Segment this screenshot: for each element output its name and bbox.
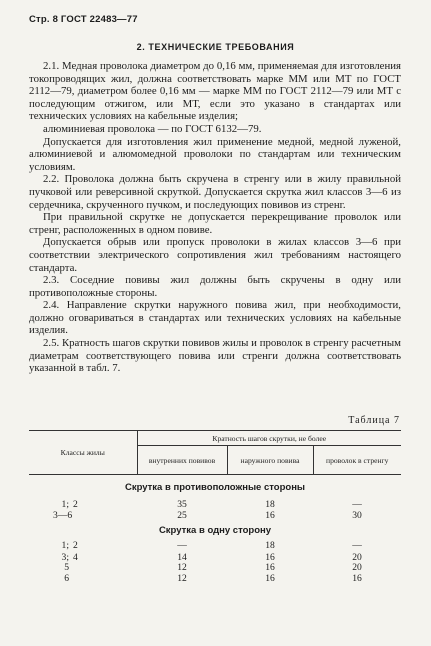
table-cell-wire: 16	[352, 572, 362, 584]
table-7	[29, 430, 401, 584]
table-cell-wire: —	[352, 498, 362, 510]
table-row-class: 5	[64, 562, 69, 574]
table-cell-outer: 16	[265, 510, 275, 521]
header-wires-strand: проволок в стренгу	[313, 446, 401, 475]
table-cell-inner: 14	[177, 552, 187, 564]
document-body	[29, 60, 401, 375]
section-title: 2. ТЕХНИЧЕСКИЕ ТРЕБОВАНИЯ	[136, 42, 295, 52]
table-cell-inner: 12	[177, 562, 187, 574]
table-cell-inner: —	[177, 540, 187, 552]
paragraph-crossing: При правильной скрутке не допускается перекрещивание проволок или стренг, расположенных в одном повиве.	[29, 211, 401, 236]
paragraph-2-1: 2.1. Медная проволока диаметром до 0,16 мм, применяемая для изготовления токопроводящих жил, должна соответствовать марке ММ или МТ по ГОСТ 2112—79, диаметром более 0,16 мм — марке ММ по ГОСТ 2112—79 или МТ с последующим отжигом, или МТ, если это указано в стандартах или технических условиях на кабельные изделия;	[29, 60, 401, 123]
table-row-class: 1; 2	[61, 540, 78, 552]
group-title-same: Скрутка в одну сторону	[158, 524, 272, 536]
table-caption: Таблица 7	[348, 415, 400, 426]
header-outer-layer: наружного повива	[227, 446, 313, 475]
table-row-class: 3—6	[53, 510, 73, 521]
table-cell-inner: 25	[177, 510, 187, 521]
paragraph-aluminium: алюминиевая проволока — по ГОСТ 6132—79.	[43, 122, 262, 135]
paragraph-2-3: 2.3. Соседние повивы жил должны быть скручены в одну или противоположные стороны.	[29, 274, 401, 299]
table-cell-outer: 18	[265, 540, 275, 552]
header-inner-layers: внутренних повивов	[137, 446, 227, 475]
table-cell-outer: 16	[265, 572, 275, 584]
table-row-class: 3; 4	[61, 552, 78, 564]
header-lay-ratio: Кратность шагов скрутки, не более	[137, 431, 401, 446]
table-cell-wire: 30	[352, 510, 362, 521]
table-row-class: 1; 2	[61, 498, 78, 510]
paragraph-allowed-wire: Допускается для изготовления жил применение медной, медной луженой, алюминиевой и алюмомедной проволоки по стандартам или техническим условиям.	[29, 135, 401, 173]
paragraph-2-4: 2.4. Направление скрутки наружного повива жил, при необходимости, должно оговариваться в стандартах или технических условиях на кабельные изделия.	[29, 299, 401, 337]
header-classes: Классы жилы	[29, 431, 137, 475]
table-cell-inner: 35	[177, 498, 187, 510]
page-header: Стр. 8 ГОСТ 22483—77	[29, 14, 138, 25]
table-cell-outer: 16	[265, 562, 275, 574]
table-cell-wire: 20	[352, 552, 362, 564]
table-cell-outer: 16	[265, 552, 275, 564]
table-cell-outer: 18	[265, 498, 275, 510]
paragraph-2-2: 2.2. Проволока должна быть скручена в стренгу или в жилу правильной пучковой или реверсивной скруткой. Допускается скрутка жил классов 3—6 из сердечника, скрученного пучком, и последующих повивов из стренг.	[29, 173, 401, 211]
table-cell-inner: 12	[177, 572, 187, 584]
table-row-class: 6	[64, 572, 69, 584]
table-cell-wire: 20	[352, 562, 362, 574]
table-cell-wire: —	[352, 540, 362, 552]
paragraph-2-5: 2.5. Кратность шагов скрутки повивов жилы и проволок в стренгу расчетным диаметрам соответствующего повива или стренги должна соответствовать указанной в табл. 7.	[29, 337, 401, 375]
group-title-opposite: Скрутка в противоположные стороны	[124, 481, 306, 493]
paragraph-break: Допускается обрыв или пропуск проволоки в жилах классов 3—6 при соответствии электрического сопротивления жил требованиям настоящего стандарта.	[29, 236, 401, 274]
